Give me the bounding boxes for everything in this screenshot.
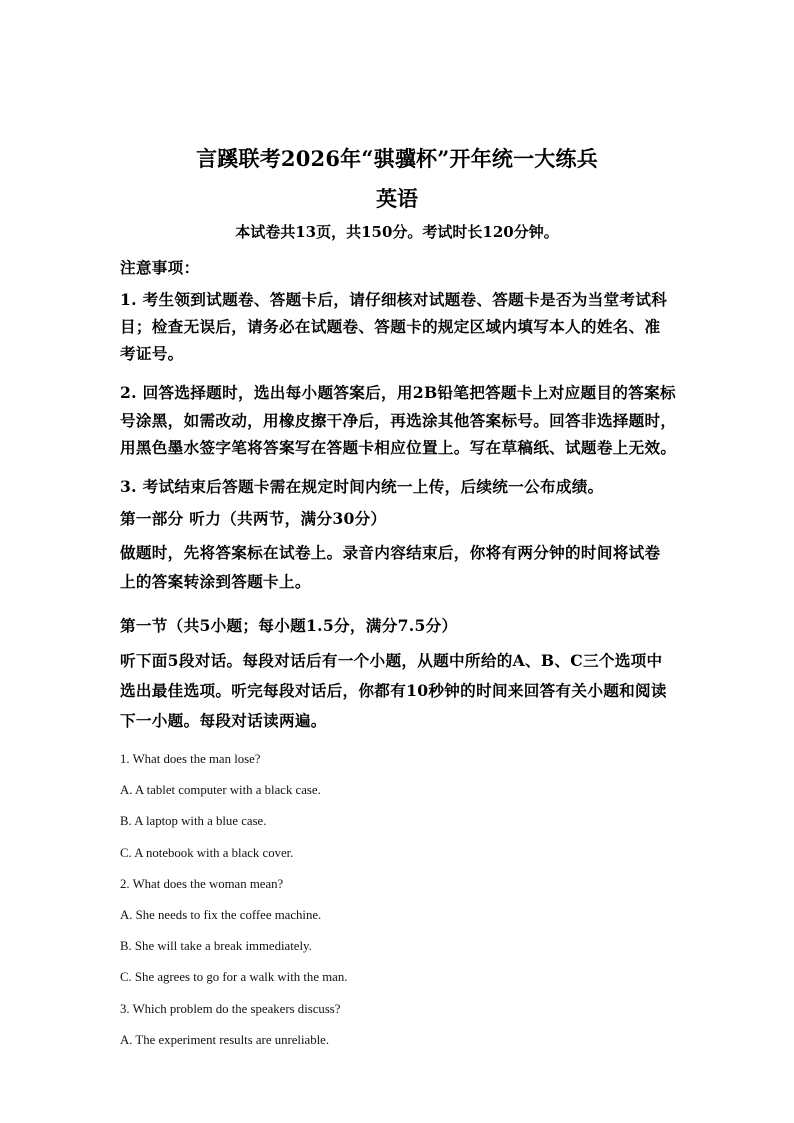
exam-title: 言蹊联考2026年“骐骥杯”开年统一大练兵: [196, 146, 598, 171]
notes-item-2-line-1: 2. 回答选择题时，选出每小题答案后，用2B铅笔把答题卡上对应题目的答案标: [120, 383, 676, 402]
question-3-option-a: A. The experiment results are unreliable.: [120, 1033, 330, 1047]
subject-title: 英语: [376, 186, 418, 211]
question-1-option-b: B. A laptop with a blue case.: [120, 814, 267, 828]
notes-item-1-line-2: 目；检查无误后，请务必在试题卷、答题卡的规定区域内填写本人的姓名、准: [120, 317, 661, 336]
section-1-heading: 第一节（共5小题；每小题1.5分，满分7.5分）: [120, 616, 458, 635]
exam-info: 本试卷共13页，共150分。考试时长120分钟。: [235, 223, 559, 241]
question-3: 3. Which problem do the speakers discuss?: [120, 1002, 341, 1016]
notes-heading: 注意事项：: [120, 258, 200, 277]
question-1-option-c: C. A notebook with a black cover.: [120, 846, 294, 860]
section-1-instruction-line-1: 听下面5段对话。每段对话后有一个小题，从题中所给的A、B、C三个选项中: [120, 651, 663, 670]
part-1-heading: 第一部分 听力（共两节，满分30分）: [120, 509, 387, 528]
notes-item-1-line-3: 考证号。: [120, 344, 184, 363]
notes-item-1-line-1: 1. 考生领到试题卷、答题卡后，请仔细核对试题卷、答题卡是否为当堂考试科: [120, 290, 668, 309]
question-2-option-c: C. She agrees to go for a walk with the man.: [120, 970, 348, 984]
notes-item-3: 3. 考试结束后答题卡需在规定时间内统一上传，后续统一公布成绩。: [120, 477, 604, 496]
section-1-instruction-line-3: 下一小题。每段对话读两遍。: [120, 711, 327, 730]
question-2-option-a: A. She needs to fix the coffee machine.: [120, 908, 322, 922]
section-1-instruction-line-2: 选出最佳选项。听完每段对话后，你都有10秒钟的时间来回答有关小题和阅读: [120, 681, 667, 700]
part-1-instruction-line-1: 做题时，先将答案标在试卷上。录音内容结束后，你将有两分钟的时间将试卷: [120, 543, 661, 562]
question-1-option-a: A. A tablet computer with a black case.: [120, 783, 321, 797]
question-1: 1. What does the man lose?: [120, 752, 261, 766]
notes-item-2-line-3: 用黑色墨水签字笔将答案写在答题卡相应位置上。写在草稿纸、试题卷上无效。: [120, 438, 677, 457]
part-1-instruction-line-2: 上的答案转涂到答题卡上。: [120, 572, 311, 591]
notes-item-2-line-2: 号涂黑，如需改动，用橡皮擦干净后，再选涂其他答案标号。回答非选择题时，: [120, 411, 677, 430]
question-2: 2. What does the woman mean?: [120, 877, 284, 891]
question-2-option-b: B. She will take a break immediately.: [120, 939, 312, 953]
